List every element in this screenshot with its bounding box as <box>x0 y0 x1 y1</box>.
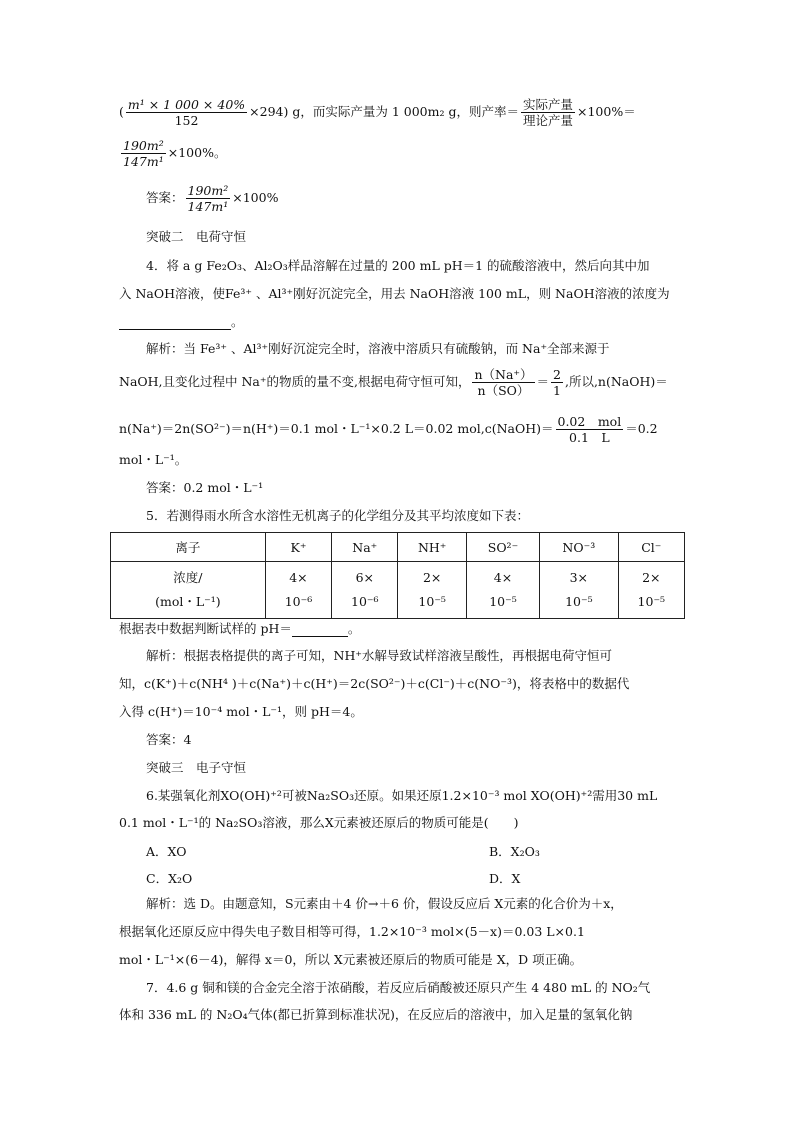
table-cell: Cl⁻ <box>618 533 684 562</box>
q4-line-1: 4．将 a g Fe₂O₃、Al₂O₃样品溶解在过量的 200 mL pH＝1 的硫酸溶液中，然后向其中加 <box>146 258 650 273</box>
fraction: $\frac{\text{实际产量}}{\text{理论产量}}$ <box>522 97 573 128</box>
q6-line-1: 6.某强氧化剂XO(OH)⁺²可被Na₂SO₃还原。如果还原1.2×10⁻³ mol XO(OH)⁺²需用30 mL <box>146 788 658 803</box>
q6-line-2: 0.1 mol・L⁻¹的 Na₂SO₃溶液，那么X元素被还原后的物质可能是( ) <box>119 815 519 830</box>
answer-5: 答案：4 <box>146 732 192 747</box>
a4-line-1: 解析：当 Fe³⁺ 、Al³⁺刚好沉淀完全时，溶液中溶质只有硫酸钠，而 Na⁺全部来源于 <box>146 341 610 356</box>
a5-line-1: 解析：根据表格提供的离子可知，NH⁺水解导致试样溶液呈酸性，再根据电荷守恒可 <box>146 648 612 663</box>
formula-line-1: ( $\frac{\text{m¹ × 1 000 × 40\%}}{152}$ ×294) g，而实际产量为 1 000m₂ g，则产率＝ $\frac{\text{实际产量}}{\text{理论产量}}$ ×100%＝ <box>119 97 636 128</box>
q7-line-1: 7．4.6 g 铜和镁的合金完全溶于浓硝酸，若反应后硝酸被还原只产生 4 480 mL 的 NO₂气 <box>146 980 651 995</box>
fraction: $\frac{\text{190m²}}{\text{147m¹}}$ <box>187 183 229 214</box>
table-cell: Na⁺ <box>332 533 398 562</box>
table-row <box>111 533 685 562</box>
table-cell: 3× 10⁻⁵ <box>540 562 619 619</box>
a5-line-3: 入得 c(H⁺)＝10⁻⁴ mol・L⁻¹，则 pH＝4。 <box>119 704 363 719</box>
table-cell: K⁺ <box>265 533 331 562</box>
a6-line-3: mol・L⁻¹×(6－4)，解得 x＝0，所以 X元素被还原后的物质可能是 X，D 项正确。 <box>119 952 583 967</box>
a4-line-2: NaOH,且变化过程中 Na⁺的物质的量不变,根据电荷守恒可知， $\frac{n(Na^+)}{n(SO)}$ ＝ $\frac{2}{1}$ ,所以,n(NaOH)＝ <box>119 367 668 398</box>
fraction: $\frac{\text{190m²}}{\text{147m¹}}$ <box>123 138 164 169</box>
fraction: $\frac{\text{m¹ × 1 000 × 40\%}}{152}$ <box>127 97 246 128</box>
a4-line-4: mol・L⁻¹。 <box>119 452 188 467</box>
table-cell: 4× 10⁻⁶ <box>265 562 331 619</box>
section-title-3: 突破三 电子守恒 <box>146 760 247 775</box>
q5-question: 根据表中数据判断试样的 pH＝ 。 <box>119 621 361 636</box>
answer-blank[interactable] <box>292 624 348 637</box>
fraction: $\frac{\text{0.02 mol}}{0.1 L}$ <box>557 414 622 445</box>
option-b[interactable]: B．X₂O₃ <box>489 844 540 859</box>
answer-line: 答案： $\frac{\text{190m²}}{\text{147m¹}}$ ×100% <box>146 183 279 214</box>
q4-line-3: 。 <box>119 314 684 330</box>
table-cell: SO²⁻ <box>466 533 539 562</box>
fraction: $\frac{2}{1}$ <box>553 367 561 398</box>
q5-stem: 5．若测得雨水所含水溶性无机离子的化学组分及其平均浓度如下表： <box>146 508 529 523</box>
table-cell: 2× 10⁻⁵ <box>618 562 684 619</box>
ion-table <box>110 532 685 619</box>
table-cell: 浓度/ (mol・L⁻¹) <box>111 562 266 619</box>
table-cell: 4× 10⁻⁵ <box>466 562 539 619</box>
fraction: $\frac{n(Na^+)}{n(SO)}$ <box>474 367 533 398</box>
table-cell: NH⁺ <box>398 533 466 562</box>
answer-4: 答案：0.2 mol・L⁻¹ <box>146 480 264 495</box>
table-cell: 6× 10⁻⁶ <box>332 562 398 619</box>
table-row <box>111 562 685 619</box>
q4-line-2: 入 NaOH溶液，使Fe³⁺ 、Al³⁺刚好沉淀完全，用去 NaOH溶液 100 mL，则 NaOH溶液的浓度为 <box>119 286 670 301</box>
a5-line-2: 知，c(K⁺)＋c(NH⁴ )＋c(Na⁺)＋c(H⁺)＝2c(SO²⁻)＋c(Cl⁻)＋c(NO⁻³)，将表格中的数据代 <box>119 676 630 691</box>
q7-line-2: 体和 336 mL 的 N₂O₄气体(都已折算到标准状况)，在反应后的溶液中，加入足量的氢氧化钠 <box>119 1007 633 1022</box>
option-a[interactable]: A．XO <box>146 844 187 859</box>
section-title-2: 突破二 电荷守恒 <box>146 229 247 244</box>
a4-line-3: n(Na⁺)＝2n(SO²⁻)＝n(H⁺)＝0.1 mol・L⁻¹×0.2 L＝0.02 mol,c(NaOH)＝ $\frac{\text{0.02 mol}}{0.1 L}$ ＝0.2 <box>119 414 658 445</box>
formula-line-2: $\frac{\text{190m²}}{\text{147m¹}}$ ×100%。 <box>123 138 227 169</box>
answer-blank[interactable] <box>119 317 231 330</box>
option-d[interactable]: D．X <box>489 871 521 886</box>
table-cell: 2× 10⁻⁵ <box>398 562 466 619</box>
a6-line-1: 解析：选 D。由题意知，S元素由＋4 价→＋6 价，假设反应后 X元素的化合价为＋x， <box>146 896 623 911</box>
table-cell: NO⁻³ <box>540 533 619 562</box>
a6-line-2: 根据氧化还原反应中得失电子数目相等可得，1.2×10⁻³ mol×(5－x)＝0.03 L×0.1 <box>119 924 585 939</box>
option-c[interactable]: C．X₂O <box>146 871 193 886</box>
table-cell: 离子 <box>111 533 266 562</box>
